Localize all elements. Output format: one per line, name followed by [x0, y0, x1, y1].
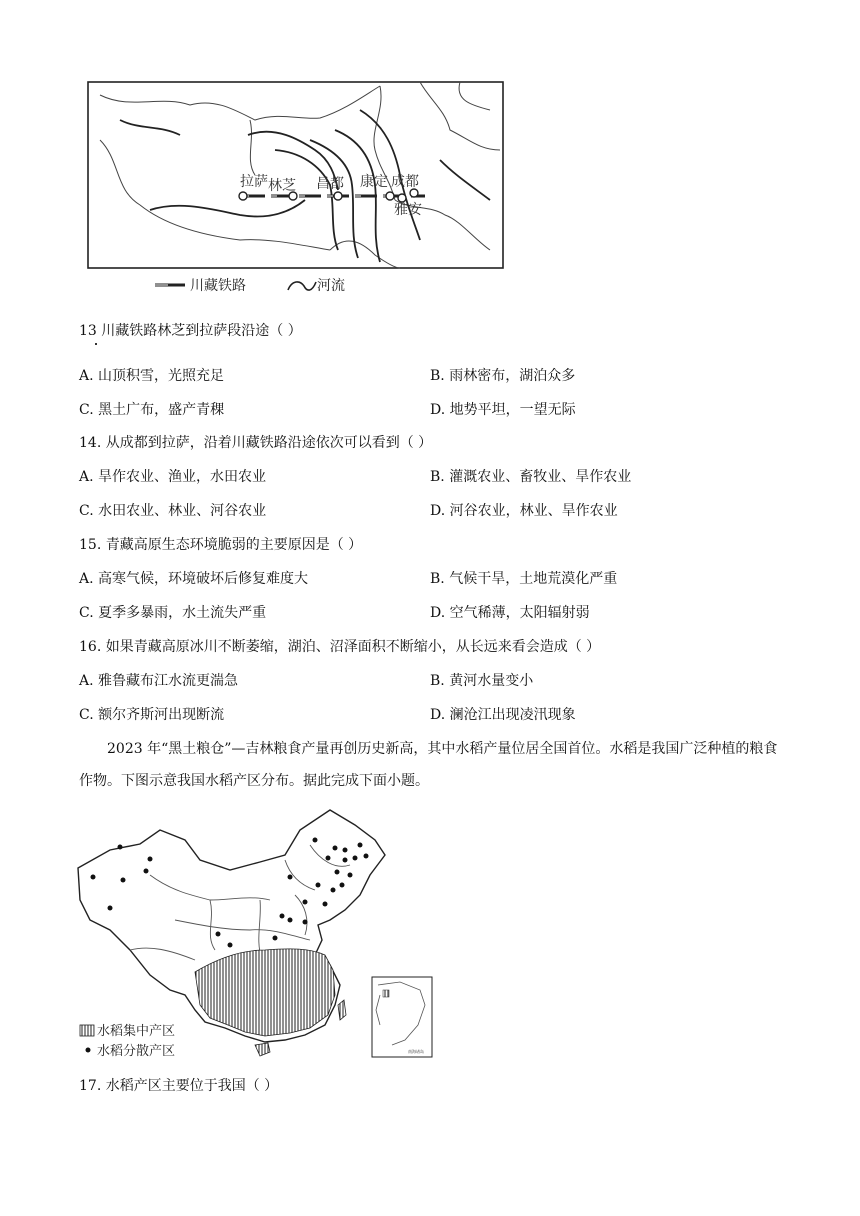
legend-river-label: 河流: [317, 278, 345, 294]
q13-option-b: B. 雨林密布，湖泊众多: [430, 368, 576, 384]
south-china-sea-inset: [372, 977, 432, 1057]
intro-paragraph: 2023 年“黑土粮仓”—吉林粮食产量再创历史新高，其中水稻产量位居全国首位。水稻是我国广泛种植的粮食作物。下图示意我国水稻产区分布。据此完成下面小题。: [79, 741, 778, 789]
q14-option-c: C. 水田农业、林业、河谷农业: [79, 503, 267, 519]
q16-option-c: C. 额尔齐斯河出现断流: [79, 707, 225, 723]
map1-legend: [155, 277, 345, 294]
legend-scattered-label: 水稻分散产区: [97, 1044, 176, 1059]
city-label: 成都: [391, 174, 419, 190]
taiwan-island: [338, 1000, 346, 1020]
city-label: 昌都: [316, 176, 344, 192]
city-label: 雅安: [394, 202, 422, 218]
question-16-stem: 16. 如果青藏高原冰川不断萎缩，湖泊、沼泽面积不断缩小，从长远来看会造成（ ）: [79, 639, 601, 655]
question-17-stem: 17. 水稻产区主要位于我国（ ）: [79, 1078, 279, 1094]
legend-railway-label: 川藏铁路: [190, 278, 246, 294]
q15-option-a: A. 高寒气候，环境破坏后修复难度大: [79, 571, 309, 587]
city-label: 康定: [360, 174, 388, 190]
question-14-stem: 14. 从成都到拉萨，沿着川藏铁路沿途依次可以看到（ ）: [79, 435, 433, 451]
q13-option-a: A. 山顶积雪，光照充足: [79, 368, 225, 384]
q15-option-c: C. 夏季多暴雨，水土流失严重: [79, 605, 267, 621]
q14-option-d: D. 河谷农业，林业、旱作农业: [430, 503, 618, 519]
q13-option-c: C. 黑土广布，盛产青稞: [79, 402, 225, 418]
q16-option-a: A. 雅鲁藏布江水流更湍急: [79, 673, 239, 689]
hainan-island: [255, 1043, 270, 1056]
rice-map: [0, 800, 860, 1070]
city-label: 拉萨: [240, 174, 268, 190]
railway-map: [0, 0, 860, 300]
map2-legend: [80, 1023, 175, 1059]
q16-option-d: D. 澜沧江出现凌汛现象: [430, 707, 576, 723]
q14-option-b: B. 灌溉农业、畜牧业、旱作农业: [430, 469, 632, 485]
q15-option-b: B. 气候干旱，土地荒漠化严重: [430, 571, 618, 587]
river-legend-icon: [288, 282, 316, 290]
question-13-stem: 13 川藏铁路林芝到拉萨段沿途（ ）: [79, 323, 302, 339]
inset-label: 南海诸岛: [408, 1049, 424, 1054]
city-label: 林芝: [268, 178, 296, 194]
q14-option-a: A. 旱作农业、渔业，水田农业: [79, 469, 267, 485]
q15-option-d: D. 空气稀薄，太阳辐射弱: [430, 605, 590, 621]
q13-option-d: D. 地势平坦，一望无际: [430, 402, 576, 418]
q16-option-b: B. 黄河水量变小: [430, 673, 534, 689]
question-15-stem: 15. 青藏高原生态环境脆弱的主要原因是（ ）: [79, 537, 363, 553]
dot-mark: [95, 343, 97, 345]
legend-concentrated-label: 水稻集中产区: [97, 1024, 176, 1039]
